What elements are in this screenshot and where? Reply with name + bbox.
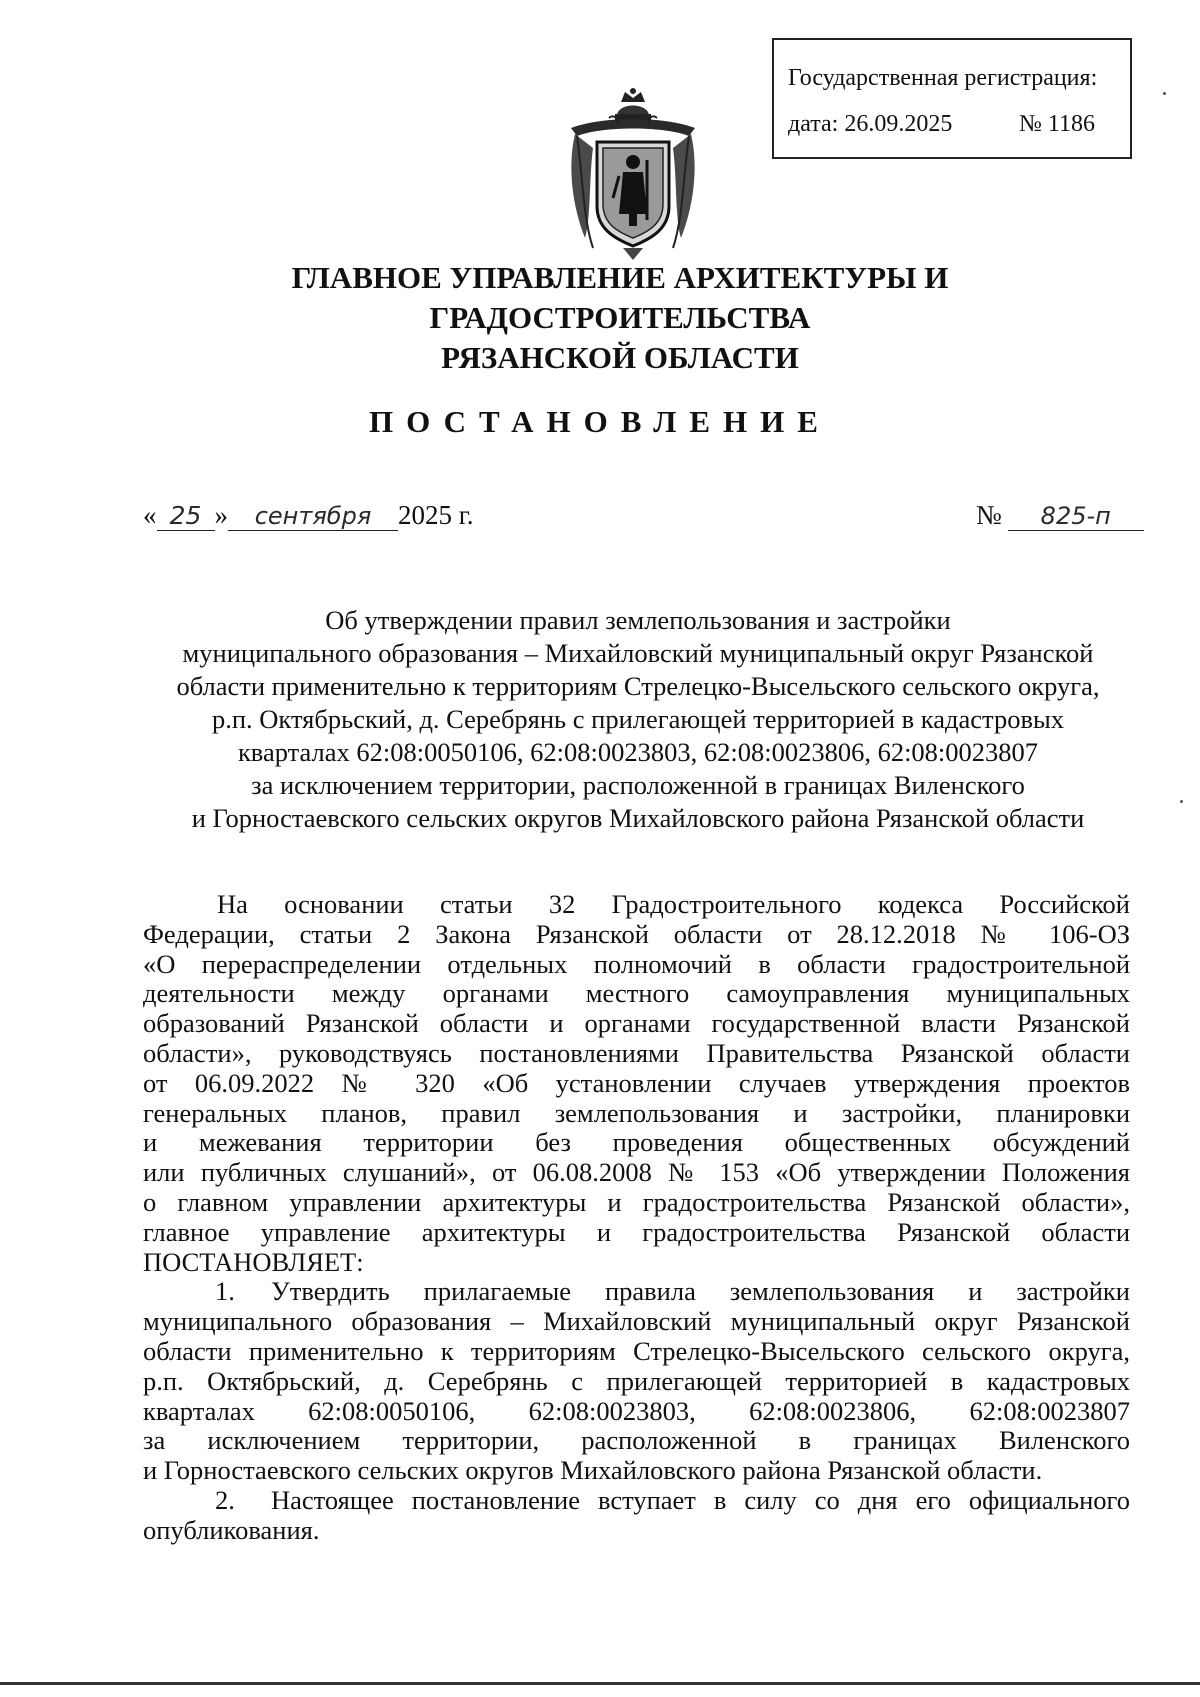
- number-label: №: [976, 500, 1002, 530]
- scan-edge-line: [0, 1682, 1200, 1685]
- item-1-line: за исключением территории, расположенной в границах Виленского: [143, 1425, 1130, 1456]
- ryazan-coat-of-arms-icon: [563, 88, 703, 264]
- preamble-line: или публичных слушаний», от 06.08.2008 № 153 «Об утверждении Положения: [143, 1157, 1130, 1188]
- item-1-text: Утвердить прилагаемые правила землепользования и застройки: [271, 1276, 1130, 1307]
- date-open-quote: «: [143, 500, 157, 530]
- date-month-handwritten: сентября: [228, 502, 398, 531]
- subject-line: муниципального образования – Михайловский муниципальный округ Рязанской: [182, 638, 1094, 668]
- preamble-line: генеральных планов, правил землепользования и застройки, планировки: [143, 1097, 1130, 1128]
- item-2-number: 2.: [215, 1484, 235, 1515]
- item-1-line: и Горностаевского сельских округов Михайловского района Рязанской области.: [143, 1455, 1043, 1486]
- item-1-line: кварталах 62:08:0050106, 62:08:0023803, 62:08:0023806, 62:08:0023807: [143, 1395, 1130, 1426]
- organization-title-line1: ГЛАВНОЕ УПРАВЛЕНИЕ АРХИТЕКТУРЫ И ГРАДОСТРОИТЕЛЬСТВА: [291, 260, 949, 335]
- document-subject: [148, 604, 1128, 835]
- preamble-line: Федерации, статьи 2 Закона Рязанской области от 28.12.2018 № 106-ОЗ: [143, 918, 1130, 949]
- date-close-quote: »: [214, 500, 228, 530]
- document-type: ПОСТАНОВЛЕНИЕ: [369, 404, 831, 439]
- date-year: 2025 г.: [398, 500, 474, 530]
- organization-title: [100, 258, 1140, 378]
- item-1-line: муниципального образования – Михайловский муниципальный округ Рязанской: [143, 1306, 1130, 1337]
- number-handwritten: 825-п: [1008, 502, 1144, 531]
- item-2-first-line: [143, 1486, 1130, 1516]
- item-1-line: р.п. Октябрьский, д. Серебрянь с прилегающей территорией в кадастровых: [143, 1365, 1130, 1396]
- subject-line: области применительно к территориям Стрелецко-Высельского сельского округа,: [176, 671, 1100, 701]
- item-1-line: области применительно к территориям Стрелецко-Высельского сельского округа,: [143, 1335, 1130, 1366]
- document-number: [976, 500, 1144, 531]
- item-1-first-line: [143, 1277, 1130, 1307]
- registration-title: Государственная регистрация:: [788, 65, 1098, 91]
- document-body: [143, 890, 1130, 1546]
- subject-line: и Горностаевского сельских округов Михайловского района Рязанской области: [191, 803, 1085, 833]
- preamble-line: области», руководствуясь постановлениями Правительства Рязанской области: [143, 1037, 1130, 1068]
- preamble-line: от 06.09.2022 № 320 «Об установлении случаев утверждения проектов: [143, 1067, 1130, 1098]
- item-1-number: 1.: [215, 1276, 235, 1307]
- subject-line: р.п. Октябрьский, д. Серебрянь с прилегающей территорией в кадастровых: [211, 704, 1065, 734]
- preamble-line: главное управление архитектуры и градостроительства Рязанской области: [143, 1216, 1130, 1247]
- registration-stamp: [772, 38, 1132, 159]
- subject-line: Об утверждении правил землепользования и застройки: [325, 605, 951, 635]
- subject-line: за исключением территории, расположенной в границах Виленского: [251, 770, 1025, 800]
- preamble-line: «О перераспределении отдельных полномочий в области градостроительной: [143, 948, 1130, 979]
- preamble-line: о главном управлении архитектуры и градостроительства Рязанской области»,: [143, 1186, 1130, 1217]
- preamble-line: и межевания территории без проведения общественных обсуждений: [143, 1127, 1130, 1158]
- item-2-line: опубликования.: [143, 1514, 320, 1545]
- scan-speck: [1163, 92, 1166, 95]
- subject-line: кварталах 62:08:0050106, 62:08:0023803, 62:08:0023806, 62:08:0023807: [237, 737, 1039, 767]
- organization-title-line2: РЯЗАНСКОЙ ОБЛАСТИ: [441, 340, 799, 375]
- resolves-word: ПОСТАНОВЛЯЕТ:: [143, 1246, 364, 1277]
- date-day-handwritten: 25: [157, 501, 215, 531]
- scan-speck: [1180, 800, 1183, 803]
- preamble-line: деятельности между органами местного самоуправления муниципальных: [143, 978, 1130, 1009]
- registration-number: № 1186: [1019, 111, 1096, 137]
- item-2-text: Настоящее постановление вступает в силу со дня его официального: [271, 1484, 1130, 1515]
- preamble-line: На основании статьи 32 Градостроительного кодекса Российской: [217, 889, 1130, 919]
- document-date: [143, 500, 474, 531]
- registration-date: дата: 26.09.2025: [788, 111, 953, 137]
- preamble-line: образований Рязанской области и органами государственной власти Рязанской: [143, 1008, 1130, 1039]
